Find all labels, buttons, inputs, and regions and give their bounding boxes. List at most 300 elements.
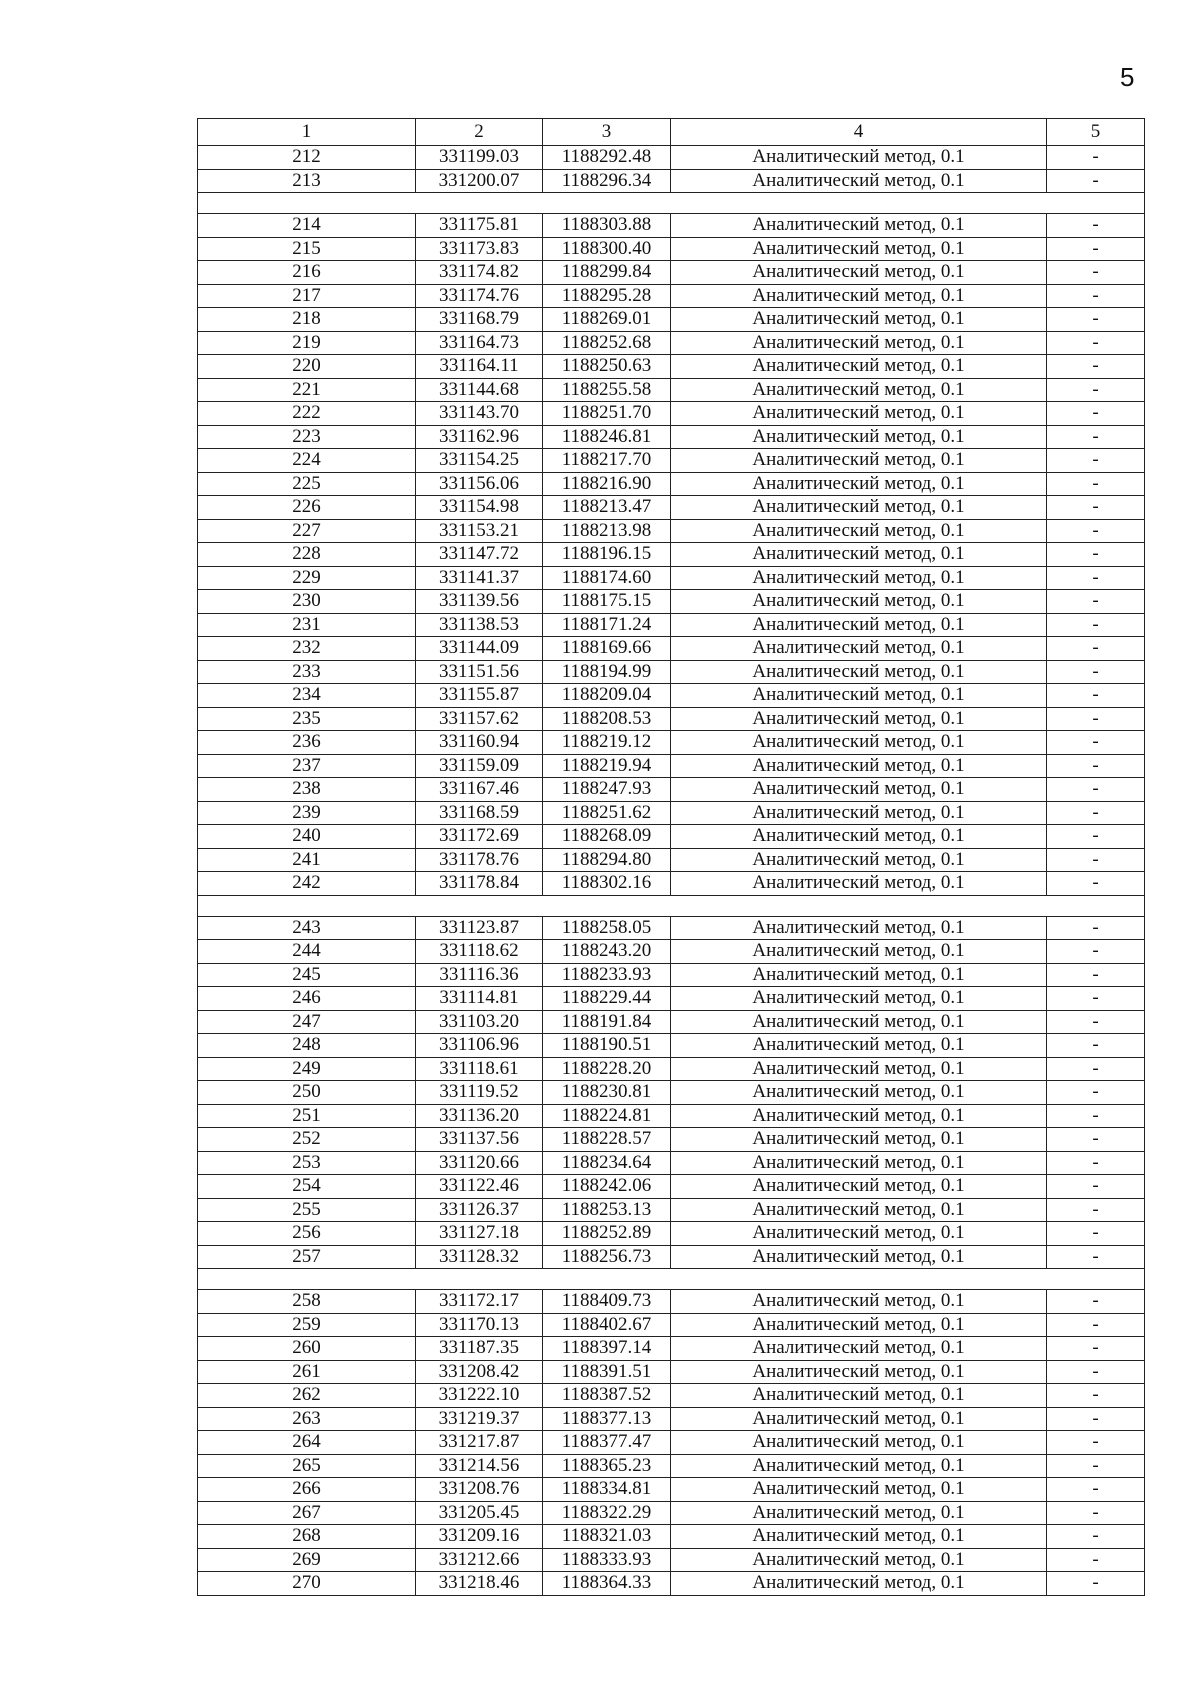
table-row (198, 1222, 1145, 1246)
x-coordinate-cell: 331151.56 (416, 660, 543, 684)
method-cell: Аналитический метод, 0.1 (671, 331, 1047, 355)
point-number-cell: 230 (198, 590, 416, 614)
point-number-cell: 263 (198, 1407, 416, 1431)
y-coordinate-cell: 1188255.58 (543, 378, 671, 402)
point-number-cell: 264 (198, 1431, 416, 1455)
method-cell: Аналитический метод, 0.1 (671, 778, 1047, 802)
x-coordinate-cell: 331136.20 (416, 1104, 543, 1128)
method-cell: Аналитический метод, 0.1 (671, 1151, 1047, 1175)
y-coordinate-cell: 1188190.51 (543, 1034, 671, 1058)
note-cell: - (1047, 1548, 1145, 1572)
point-number-cell: 229 (198, 566, 416, 590)
note-cell: - (1047, 214, 1145, 238)
point-number-cell: 246 (198, 987, 416, 1011)
point-number-cell: 257 (198, 1245, 416, 1269)
table-row (198, 566, 1145, 590)
note-cell: - (1047, 308, 1145, 332)
x-coordinate-cell: 331144.68 (416, 378, 543, 402)
x-coordinate-cell: 331159.09 (416, 754, 543, 778)
point-number-cell: 213 (198, 169, 416, 193)
point-number-cell: 224 (198, 449, 416, 473)
note-cell: - (1047, 1501, 1145, 1525)
point-number-cell: 243 (198, 916, 416, 940)
method-cell: Аналитический метод, 0.1 (671, 872, 1047, 896)
method-cell: Аналитический метод, 0.1 (671, 425, 1047, 449)
table-row (198, 1175, 1145, 1199)
y-coordinate-cell: 1188250.63 (543, 355, 671, 379)
y-coordinate-cell: 1188233.93 (543, 963, 671, 987)
point-number-cell: 248 (198, 1034, 416, 1058)
x-coordinate-cell: 331178.76 (416, 848, 543, 872)
method-cell: Аналитический метод, 0.1 (671, 1057, 1047, 1081)
group-separator-row (198, 895, 1145, 916)
table-row (198, 684, 1145, 708)
method-cell: Аналитический метод, 0.1 (671, 1034, 1047, 1058)
note-cell: - (1047, 684, 1145, 708)
table-row (198, 872, 1145, 896)
note-cell: - (1047, 1057, 1145, 1081)
y-coordinate-cell: 1188213.47 (543, 496, 671, 520)
y-coordinate-cell: 1188300.40 (543, 237, 671, 261)
method-cell: Аналитический метод, 0.1 (671, 1222, 1047, 1246)
y-coordinate-cell: 1188377.13 (543, 1407, 671, 1431)
method-cell: Аналитический метод, 0.1 (671, 214, 1047, 238)
table-row (198, 378, 1145, 402)
point-number-cell: 231 (198, 613, 416, 637)
point-number-cell: 217 (198, 284, 416, 308)
separator-cell (198, 895, 1145, 916)
table-row (198, 1034, 1145, 1058)
y-coordinate-cell: 1188409.73 (543, 1290, 671, 1314)
method-cell: Аналитический метод, 0.1 (671, 1454, 1047, 1478)
note-cell: - (1047, 940, 1145, 964)
table-row (198, 425, 1145, 449)
note-cell: - (1047, 1407, 1145, 1431)
method-cell: Аналитический метод, 0.1 (671, 1010, 1047, 1034)
y-coordinate-cell: 1188333.93 (543, 1548, 671, 1572)
y-coordinate-cell: 1188216.90 (543, 472, 671, 496)
y-coordinate-cell: 1188302.16 (543, 872, 671, 896)
x-coordinate-cell: 331120.66 (416, 1151, 543, 1175)
note-cell: - (1047, 496, 1145, 520)
x-coordinate-cell: 331200.07 (416, 169, 543, 193)
y-coordinate-cell: 1188209.04 (543, 684, 671, 708)
x-coordinate-cell: 331219.37 (416, 1407, 543, 1431)
point-number-cell: 260 (198, 1337, 416, 1361)
y-coordinate-cell: 1188269.01 (543, 308, 671, 332)
x-coordinate-cell: 331172.69 (416, 825, 543, 849)
y-coordinate-cell: 1188213.98 (543, 519, 671, 543)
y-coordinate-cell: 1188292.48 (543, 146, 671, 170)
x-coordinate-cell: 331168.59 (416, 801, 543, 825)
table-row (198, 590, 1145, 614)
point-number-cell: 255 (198, 1198, 416, 1222)
note-cell: - (1047, 1290, 1145, 1314)
table-row (198, 402, 1145, 426)
table-row (198, 613, 1145, 637)
x-coordinate-cell: 331126.37 (416, 1198, 543, 1222)
note-cell: - (1047, 1034, 1145, 1058)
point-number-cell: 223 (198, 425, 416, 449)
table-body (198, 119, 1145, 1596)
coordinates-table (197, 118, 1145, 1596)
table-row (198, 1151, 1145, 1175)
method-cell: Аналитический метод, 0.1 (671, 1431, 1047, 1455)
method-cell: Аналитический метод, 0.1 (671, 1128, 1047, 1152)
method-cell: Аналитический метод, 0.1 (671, 1384, 1047, 1408)
y-coordinate-cell: 1188169.66 (543, 637, 671, 661)
table-row (198, 519, 1145, 543)
x-coordinate-cell: 331209.16 (416, 1525, 543, 1549)
table-row (198, 543, 1145, 567)
y-coordinate-cell: 1188296.34 (543, 169, 671, 193)
table-row (198, 778, 1145, 802)
y-coordinate-cell: 1188364.33 (543, 1572, 671, 1596)
note-cell: - (1047, 449, 1145, 473)
y-coordinate-cell: 1188377.47 (543, 1431, 671, 1455)
table-row (198, 284, 1145, 308)
method-cell: Аналитический метод, 0.1 (671, 402, 1047, 426)
table-row (198, 1104, 1145, 1128)
point-number-cell: 249 (198, 1057, 416, 1081)
x-coordinate-cell: 331122.46 (416, 1175, 543, 1199)
note-cell: - (1047, 1431, 1145, 1455)
table-row (198, 731, 1145, 755)
point-number-cell: 267 (198, 1501, 416, 1525)
point-number-cell: 266 (198, 1478, 416, 1502)
point-number-cell: 228 (198, 543, 416, 567)
note-cell: - (1047, 1104, 1145, 1128)
y-coordinate-cell: 1188196.15 (543, 543, 671, 567)
x-coordinate-cell: 331222.10 (416, 1384, 543, 1408)
x-coordinate-cell: 331154.25 (416, 449, 543, 473)
x-coordinate-cell: 331173.83 (416, 237, 543, 261)
method-cell: Аналитический метод, 0.1 (671, 637, 1047, 661)
y-coordinate-cell: 1188219.12 (543, 731, 671, 755)
x-coordinate-cell: 331178.84 (416, 872, 543, 896)
point-number-cell: 265 (198, 1454, 416, 1478)
method-cell: Аналитический метод, 0.1 (671, 378, 1047, 402)
separator-cell (198, 1269, 1145, 1290)
y-coordinate-cell: 1188219.94 (543, 754, 671, 778)
method-cell: Аналитический метод, 0.1 (671, 987, 1047, 1011)
y-coordinate-cell: 1188268.09 (543, 825, 671, 849)
point-number-cell: 215 (198, 237, 416, 261)
method-cell: Аналитический метод, 0.1 (671, 308, 1047, 332)
point-number-cell: 270 (198, 1572, 416, 1596)
y-coordinate-cell: 1188171.24 (543, 613, 671, 637)
method-cell: Аналитический метод, 0.1 (671, 1245, 1047, 1269)
table-row (198, 1501, 1145, 1525)
table-row (198, 169, 1145, 193)
table-row (198, 1290, 1145, 1314)
point-number-cell: 251 (198, 1104, 416, 1128)
point-number-cell: 218 (198, 308, 416, 332)
x-coordinate-cell: 331164.11 (416, 355, 543, 379)
table-row (198, 1572, 1145, 1596)
y-coordinate-cell: 1188252.89 (543, 1222, 671, 1246)
note-cell: - (1047, 778, 1145, 802)
note-cell: - (1047, 613, 1145, 637)
method-cell: Аналитический метод, 0.1 (671, 566, 1047, 590)
table-row (198, 940, 1145, 964)
page-number: 5 (1120, 62, 1135, 92)
method-cell: Аналитический метод, 0.1 (671, 1198, 1047, 1222)
table-row (198, 1548, 1145, 1572)
x-coordinate-cell: 331164.73 (416, 331, 543, 355)
column-header: 1 (198, 119, 416, 146)
method-cell: Аналитический метод, 0.1 (671, 1360, 1047, 1384)
y-coordinate-cell: 1188229.44 (543, 987, 671, 1011)
note-cell: - (1047, 1198, 1145, 1222)
table-row (198, 331, 1145, 355)
y-coordinate-cell: 1188299.84 (543, 261, 671, 285)
x-coordinate-cell: 331139.56 (416, 590, 543, 614)
x-coordinate-cell: 331205.45 (416, 1501, 543, 1525)
y-coordinate-cell: 1188365.23 (543, 1454, 671, 1478)
table-row (198, 987, 1145, 1011)
note-cell: - (1047, 1081, 1145, 1105)
x-coordinate-cell: 331154.98 (416, 496, 543, 520)
x-coordinate-cell: 331103.20 (416, 1010, 543, 1034)
method-cell: Аналитический метод, 0.1 (671, 1525, 1047, 1549)
note-cell: - (1047, 566, 1145, 590)
note-cell: - (1047, 355, 1145, 379)
y-coordinate-cell: 1188217.70 (543, 449, 671, 473)
x-coordinate-cell: 331218.46 (416, 1572, 543, 1596)
x-coordinate-cell: 331208.76 (416, 1478, 543, 1502)
note-cell: - (1047, 1128, 1145, 1152)
method-cell: Аналитический метод, 0.1 (671, 543, 1047, 567)
x-coordinate-cell: 331128.32 (416, 1245, 543, 1269)
table-row (198, 1454, 1145, 1478)
group-separator-row (198, 1269, 1145, 1290)
point-number-cell: 244 (198, 940, 416, 964)
method-cell: Аналитический метод, 0.1 (671, 1290, 1047, 1314)
y-coordinate-cell: 1188228.57 (543, 1128, 671, 1152)
point-number-cell: 259 (198, 1313, 416, 1337)
x-coordinate-cell: 331174.82 (416, 261, 543, 285)
note-cell: - (1047, 543, 1145, 567)
y-coordinate-cell: 1188252.68 (543, 331, 671, 355)
note-cell: - (1047, 1222, 1145, 1246)
point-number-cell: 233 (198, 660, 416, 684)
note-cell: - (1047, 1360, 1145, 1384)
point-number-cell: 226 (198, 496, 416, 520)
table-row (198, 472, 1145, 496)
y-coordinate-cell: 1188334.81 (543, 1478, 671, 1502)
note-cell: - (1047, 1245, 1145, 1269)
x-coordinate-cell: 331170.13 (416, 1313, 543, 1337)
point-number-cell: 252 (198, 1128, 416, 1152)
note-cell: - (1047, 169, 1145, 193)
table-row (198, 1407, 1145, 1431)
point-number-cell: 239 (198, 801, 416, 825)
point-number-cell: 240 (198, 825, 416, 849)
note-cell: - (1047, 1175, 1145, 1199)
method-cell: Аналитический метод, 0.1 (671, 916, 1047, 940)
note-cell: - (1047, 472, 1145, 496)
y-coordinate-cell: 1188247.93 (543, 778, 671, 802)
method-cell: Аналитический метод, 0.1 (671, 261, 1047, 285)
table-row (198, 1057, 1145, 1081)
y-coordinate-cell: 1188234.64 (543, 1151, 671, 1175)
point-number-cell: 262 (198, 1384, 416, 1408)
note-cell: - (1047, 519, 1145, 543)
x-coordinate-cell: 331127.18 (416, 1222, 543, 1246)
table-row (198, 1478, 1145, 1502)
column-header: 5 (1047, 119, 1145, 146)
y-coordinate-cell: 1188251.62 (543, 801, 671, 825)
method-cell: Аналитический метод, 0.1 (671, 519, 1047, 543)
x-coordinate-cell: 331118.61 (416, 1057, 543, 1081)
point-number-cell: 268 (198, 1525, 416, 1549)
y-coordinate-cell: 1188228.20 (543, 1057, 671, 1081)
x-coordinate-cell: 331208.42 (416, 1360, 543, 1384)
table-row (198, 214, 1145, 238)
x-coordinate-cell: 331187.35 (416, 1337, 543, 1361)
note-cell: - (1047, 237, 1145, 261)
table-row (198, 1431, 1145, 1455)
method-cell: Аналитический метод, 0.1 (671, 496, 1047, 520)
point-number-cell: 236 (198, 731, 416, 755)
method-cell: Аналитический метод, 0.1 (671, 754, 1047, 778)
x-coordinate-cell: 331141.37 (416, 566, 543, 590)
method-cell: Аналитический метод, 0.1 (671, 1548, 1047, 1572)
table-row (198, 1337, 1145, 1361)
method-cell: Аналитический метод, 0.1 (671, 613, 1047, 637)
x-coordinate-cell: 331144.09 (416, 637, 543, 661)
point-number-cell: 225 (198, 472, 416, 496)
point-number-cell: 232 (198, 637, 416, 661)
note-cell: - (1047, 916, 1145, 940)
x-coordinate-cell: 331162.96 (416, 425, 543, 449)
note-cell: - (1047, 425, 1145, 449)
y-coordinate-cell: 1188387.52 (543, 1384, 671, 1408)
point-number-cell: 235 (198, 707, 416, 731)
x-coordinate-cell: 331143.70 (416, 402, 543, 426)
table-row (198, 261, 1145, 285)
y-coordinate-cell: 1188256.73 (543, 1245, 671, 1269)
table-row (198, 1198, 1145, 1222)
point-number-cell: 222 (198, 402, 416, 426)
method-cell: Аналитический метод, 0.1 (671, 284, 1047, 308)
method-cell: Аналитический метод, 0.1 (671, 472, 1047, 496)
method-cell: Аналитический метод, 0.1 (671, 1081, 1047, 1105)
method-cell: Аналитический метод, 0.1 (671, 731, 1047, 755)
y-coordinate-cell: 1188208.53 (543, 707, 671, 731)
column-header: 2 (416, 119, 543, 146)
x-coordinate-cell: 331155.87 (416, 684, 543, 708)
note-cell: - (1047, 1454, 1145, 1478)
note-cell: - (1047, 754, 1145, 778)
table-row (198, 1313, 1145, 1337)
method-cell: Аналитический метод, 0.1 (671, 1478, 1047, 1502)
x-coordinate-cell: 331199.03 (416, 146, 543, 170)
point-number-cell: 221 (198, 378, 416, 402)
table-row (198, 660, 1145, 684)
method-cell: Аналитический метод, 0.1 (671, 590, 1047, 614)
note-cell: - (1047, 1313, 1145, 1337)
method-cell: Аналитический метод, 0.1 (671, 1175, 1047, 1199)
table-row (198, 449, 1145, 473)
method-cell: Аналитический метод, 0.1 (671, 940, 1047, 964)
point-number-cell: 245 (198, 963, 416, 987)
y-coordinate-cell: 1188242.06 (543, 1175, 671, 1199)
table-row (198, 848, 1145, 872)
note-cell: - (1047, 331, 1145, 355)
table-row (198, 916, 1145, 940)
note-cell: - (1047, 378, 1145, 402)
y-coordinate-cell: 1188246.81 (543, 425, 671, 449)
y-coordinate-cell: 1188295.28 (543, 284, 671, 308)
x-coordinate-cell: 331123.87 (416, 916, 543, 940)
point-number-cell: 220 (198, 355, 416, 379)
method-cell: Аналитический метод, 0.1 (671, 449, 1047, 473)
note-cell: - (1047, 1572, 1145, 1596)
note-cell: - (1047, 261, 1145, 285)
x-coordinate-cell: 331156.06 (416, 472, 543, 496)
y-coordinate-cell: 1188391.51 (543, 1360, 671, 1384)
note-cell: - (1047, 1525, 1145, 1549)
point-number-cell: 247 (198, 1010, 416, 1034)
point-number-cell: 237 (198, 754, 416, 778)
method-cell: Аналитический метод, 0.1 (671, 1313, 1047, 1337)
group-separator-row (198, 193, 1145, 214)
method-cell: Аналитический метод, 0.1 (671, 848, 1047, 872)
point-number-cell: 214 (198, 214, 416, 238)
column-header: 3 (543, 119, 671, 146)
table-row (198, 146, 1145, 170)
point-number-cell: 261 (198, 1360, 416, 1384)
note-cell: - (1047, 1151, 1145, 1175)
y-coordinate-cell: 1188258.05 (543, 916, 671, 940)
x-coordinate-cell: 331116.36 (416, 963, 543, 987)
method-cell: Аналитический метод, 0.1 (671, 801, 1047, 825)
note-cell: - (1047, 1010, 1145, 1034)
x-coordinate-cell: 331118.62 (416, 940, 543, 964)
point-number-cell: 227 (198, 519, 416, 543)
note-cell: - (1047, 637, 1145, 661)
y-coordinate-cell: 1188253.13 (543, 1198, 671, 1222)
x-coordinate-cell: 331138.53 (416, 613, 543, 637)
note-cell: - (1047, 731, 1145, 755)
column-header: 4 (671, 119, 1047, 146)
x-coordinate-cell: 331137.56 (416, 1128, 543, 1152)
note-cell: - (1047, 402, 1145, 426)
point-number-cell: 238 (198, 778, 416, 802)
table-row (198, 754, 1145, 778)
method-cell: Аналитический метод, 0.1 (671, 1572, 1047, 1596)
y-coordinate-cell: 1188321.03 (543, 1525, 671, 1549)
y-coordinate-cell: 1188194.99 (543, 660, 671, 684)
y-coordinate-cell: 1188397.14 (543, 1337, 671, 1361)
y-coordinate-cell: 1188294.80 (543, 848, 671, 872)
y-coordinate-cell: 1188174.60 (543, 566, 671, 590)
point-number-cell: 256 (198, 1222, 416, 1246)
table-row (198, 355, 1145, 379)
point-number-cell: 212 (198, 146, 416, 170)
x-coordinate-cell: 331153.21 (416, 519, 543, 543)
method-cell: Аналитический метод, 0.1 (671, 1337, 1047, 1361)
point-number-cell: 250 (198, 1081, 416, 1105)
y-coordinate-cell: 1188175.15 (543, 590, 671, 614)
note-cell: - (1047, 146, 1145, 170)
note-cell: - (1047, 660, 1145, 684)
x-coordinate-cell: 331172.17 (416, 1290, 543, 1314)
x-coordinate-cell: 331214.56 (416, 1454, 543, 1478)
method-cell: Аналитический метод, 0.1 (671, 169, 1047, 193)
